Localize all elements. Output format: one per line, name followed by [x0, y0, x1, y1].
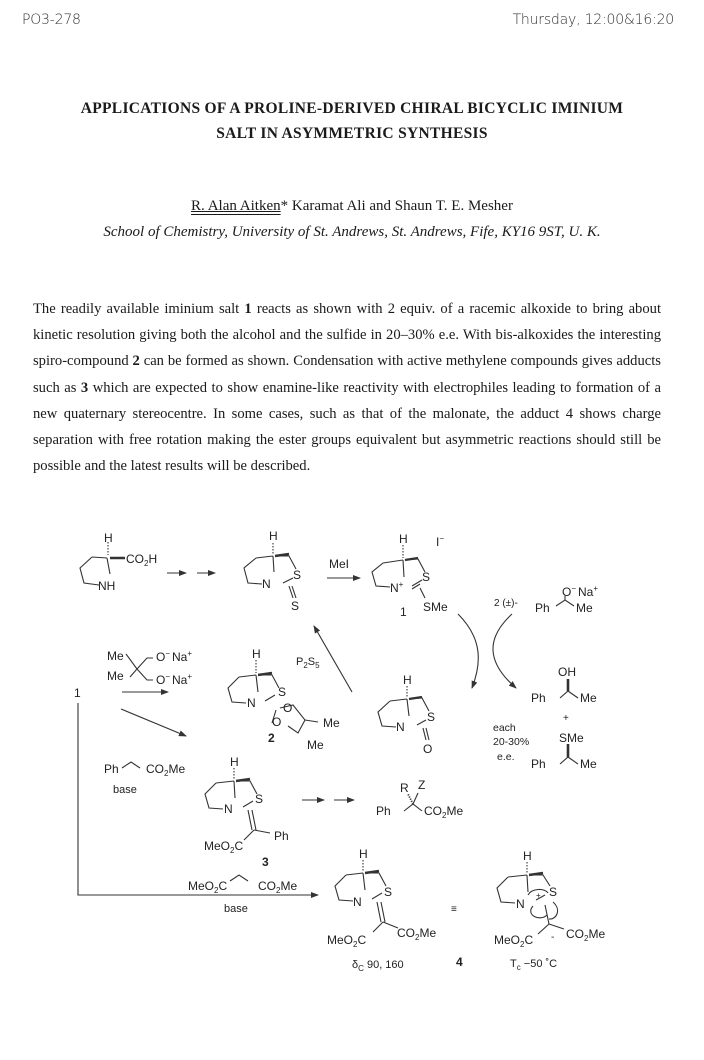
oxo-s: S	[427, 710, 436, 724]
spiro-n: N	[247, 696, 256, 710]
spiro-me-bond	[305, 720, 318, 722]
phenylacetate-base: base	[113, 784, 137, 796]
spiro-s: S	[278, 685, 287, 699]
oxo-h: H	[403, 673, 412, 687]
affiliation: School of Chemistry, University of St. Andrews, St. Andrews, Fife, KY16 9ST, U. K.	[103, 224, 601, 240]
ee-range: 20-30%	[493, 736, 530, 748]
compound-ref: 3	[80, 379, 89, 396]
co-authors: * Karamat Ali and Shaun T. E. Mesher	[280, 198, 513, 214]
alcohol-ph: Ph	[531, 691, 546, 705]
sulfide-structure	[560, 744, 578, 764]
phenylacetate-structure	[122, 762, 140, 768]
adduct4-s: S	[384, 885, 393, 899]
adduct3-h: H	[230, 755, 239, 769]
compound-ref: 4	[565, 405, 574, 422]
arrow-p2s5	[314, 626, 352, 692]
thione-n: N	[262, 577, 271, 591]
route-line-to-malonate	[78, 703, 318, 895]
compound-label-3: 3	[262, 855, 269, 869]
iodide: I−	[436, 534, 445, 549]
sulfide-me: Me	[580, 757, 597, 771]
malonate-left: MeO$_2$C	[188, 879, 228, 895]
zwitter-co2me: $CO_2Me$	[566, 927, 606, 943]
salt-s: S	[422, 570, 431, 584]
zwitter-minus: -	[551, 932, 555, 943]
thione-s-exo: S	[291, 599, 300, 613]
adduct4-h: H	[359, 847, 368, 861]
spiro-o-2: O	[272, 715, 282, 729]
thione-h: H	[269, 530, 278, 543]
ee-label: e.e.	[497, 751, 515, 763]
proline-co2h: $CO_2H$	[126, 552, 158, 568]
mei-reagent: MeI	[329, 557, 350, 571]
compound-ref: 1	[244, 301, 252, 317]
abstract-text: which are expected to show enamine-like reactivity with electrophiles leading to formation of a new quaternary stereocentre. In some cases, such as that of the malonate, the adduct	[33, 379, 661, 422]
zwitter-meo2c: MeO$_2$C	[494, 933, 534, 949]
coalescence-temp: $T_c -50$ ˚C	[510, 958, 558, 972]
compound-label-4: 4	[456, 955, 463, 969]
alkoxide-me: Me	[576, 601, 593, 615]
quat-z: Z	[418, 778, 426, 792]
quat-ph: Ph	[376, 804, 391, 818]
adduct4-meo2c: MeO$_2$C	[327, 933, 367, 949]
adduct3-meo2c: MeO$_2$C	[204, 839, 244, 855]
diol-me-1: Me	[107, 649, 124, 663]
paper-title	[0, 96, 704, 146]
abstract-text: can be formed as shown. Condensation with active methylene compounds gives adducts such as	[33, 353, 661, 396]
oxo-n: N	[396, 720, 405, 734]
alkoxide-ph: Ph	[535, 601, 550, 615]
proline-h: H	[104, 531, 113, 545]
zwitter-h: H	[523, 849, 532, 863]
malonate-structure	[230, 875, 248, 881]
malonate-base: base	[224, 903, 248, 915]
diol-dialkoxide	[126, 654, 153, 680]
adduct4-co2me: $CO_2Me$	[397, 926, 437, 942]
presenting-author: R. Alan Aitken	[191, 198, 281, 214]
quat-r: R	[400, 781, 409, 795]
start-compound-1: 1	[74, 686, 81, 700]
diol-ona-1: O− Na+	[156, 649, 193, 664]
quaternary-product	[404, 793, 422, 811]
alkoxide-o: O− Na+	[562, 584, 599, 599]
compound-label-2: 2	[268, 731, 275, 745]
alcohol-oh: OH	[558, 665, 576, 679]
thione-s-ring: S	[293, 568, 302, 582]
adduct4-n: N	[353, 895, 362, 909]
spiro-me-2: Me	[307, 738, 324, 752]
author-list	[0, 198, 704, 215]
abstract-text: The readily available iminium salt	[33, 301, 245, 317]
abstract-text: reacts as shown with 2 equiv. of a racemic alkoxide to bring about kinetic resolution giving both the alcohol and the sulfide in 20–30% e.e. With bis-alkoxides the interesting spiro-compound	[33, 301, 662, 370]
phenylacetate-ph: Ph	[104, 762, 119, 776]
diol-me-2: Me	[107, 669, 124, 683]
spiro-me-1: Me	[323, 716, 340, 730]
proline-nh: NH	[98, 579, 116, 593]
zwitter-s: S	[549, 885, 558, 899]
spiro-structure	[228, 660, 305, 733]
salt-sme: SMe	[423, 600, 448, 614]
p2s5-reagent: $P_2S_5$	[296, 656, 320, 670]
alcohol-structure	[560, 679, 578, 698]
adduct3-n: N	[224, 802, 233, 816]
spiro-h: H	[252, 647, 261, 661]
sulfide-sme: SMe	[559, 731, 584, 745]
plus-sign: +	[563, 713, 569, 724]
equivalence-sign: ≡	[451, 904, 457, 915]
nmr-shift: $\delta_C$ 90, 160	[352, 959, 404, 973]
zwitter-plus: +	[536, 891, 541, 900]
abstract	[33, 296, 661, 479]
spiro-o-1: O	[283, 701, 293, 715]
title-line-1: APPLICATIONS OF A PROLINE-DERIVED CHIRAL BICYCLIC IMINIUM	[80, 100, 624, 117]
diol-ona-2: O− Na+	[156, 672, 193, 687]
arrows-from-1	[121, 692, 186, 736]
session-time: Thursday, 12:00&16:20	[512, 12, 674, 28]
oxo-o: O	[423, 742, 433, 756]
reaction-scheme	[0, 530, 704, 980]
adduct3-s: S	[255, 792, 264, 806]
abstract-text: shows charge separation with free rotation making the ester groups equivalent but asymmetric reactions should still be possible and the latest results will be described.	[33, 405, 661, 475]
crossing-arrows	[458, 614, 516, 688]
sulfide-ph: Ph	[531, 757, 546, 771]
title-line-2: SALT IN ASYMMETRIC SYNTHESIS	[216, 125, 488, 142]
phenylacetate-co2me: $CO_2Me$	[146, 762, 186, 778]
compound-ref: 2	[132, 353, 140, 370]
adduct3-ph: Ph	[274, 829, 289, 843]
alcohol-me: Me	[580, 691, 597, 705]
quat-co2me: $CO_2Me$	[424, 804, 464, 820]
salt-n-plus: N+	[390, 580, 404, 595]
zwitter-n: N	[516, 897, 525, 911]
ee-each: each	[493, 722, 516, 734]
poster-code: PO3-278	[22, 12, 81, 28]
malonate-right: $CO_2Me$	[258, 879, 298, 895]
compound-label-1: 1	[400, 605, 407, 619]
salt-h: H	[399, 532, 408, 546]
racemic-prefix: 2 (±)-	[494, 598, 518, 609]
